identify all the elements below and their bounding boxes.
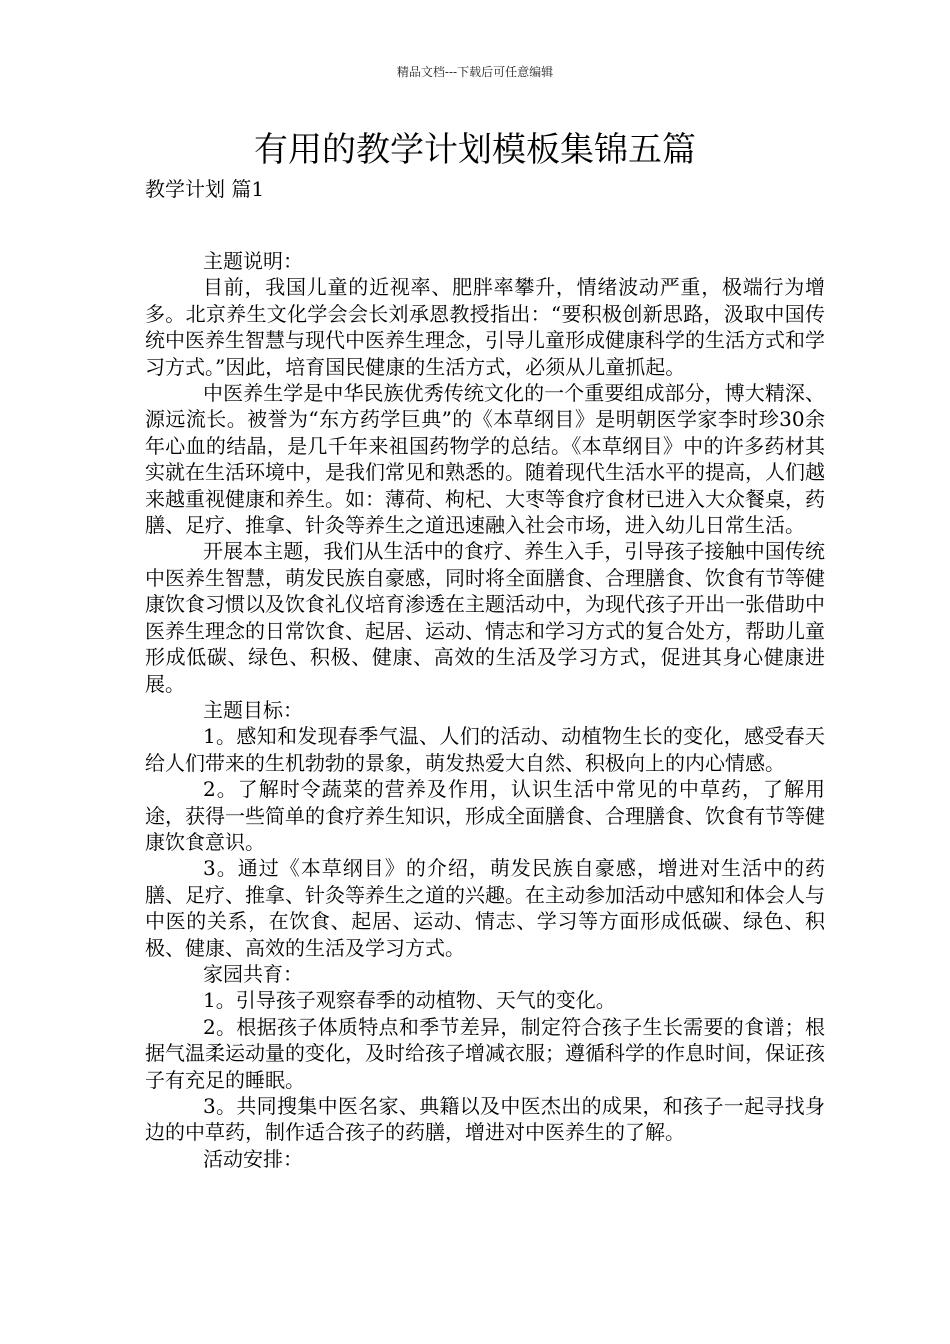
section-heading: 教学计划 篇1 — [145, 177, 265, 201]
header-note: 精品文档---下载后可任意编辑 — [396, 65, 554, 79]
home-school-item: 3。共同搜集中医名家、典籍以及中医杰出的成果，和孩子一起寻找身边的中草药，制作适合孩子的药膳，增进对中医养生的了解。 — [145, 1094, 825, 1145]
goal-item: 1。感知和发现春季气温、人们的活动、动植物生长的变化，感受春天给人们带来的生机勃勃的景象，萌发热爱大自然、积极向上的内心情感。 — [145, 724, 825, 775]
home-school-item: 1。引导孩子观察春季的动植物、天气的变化。 — [203, 988, 616, 1013]
subheading-theme-goals: 主题目标： — [203, 697, 303, 722]
body-paragraph: 中医养生学是中华民族优秀传统文化的一个重要组成部分，博大精深、源远流长。被誉为“东方药学巨典”的《本草纲目》是明朝医学家李时珍30余年心血的结晶，是几千年来祖国药物学的总结。《本草纲目》中的许多药材其实就在生活环境中，是我们常见和熟悉的。随着现代生活水平的提高，人们越来越重视健康和养生。如：薄荷、枸杞、大枣等食疗食材已进入大众餐桌，药膳、足疗、推拿、针灸等养生之道迅速融入社会市场，进入幼儿日常生活。 — [145, 381, 825, 538]
document-title: 有用的教学计划模板集锦五篇 — [254, 130, 696, 170]
body-paragraph: 开展本主题，我们从生活中的食疗、养生入手，引导孩子接触中国传统中医养生智慧，萌发民族自豪感，同时将全面膳食、合理膳食、饮食有节等健康饮食习惯以及饮食礼仪培育渗透在主题活动中，为现代孩子开出一张借助中医养生理念的日常饮食、起居、运动、情志和学习方式的复合处方，帮助儿童形成低碳、绿色、积极、健康、高效的生活及学习方式，促进其身心健康进展。 — [145, 539, 825, 696]
subheading-activity-plan: 活动安排： — [203, 1146, 303, 1171]
goal-item: 3。通过《本草纲目》的介绍，萌发民族自豪感，增进对生活中的药膳、足疗、推拿、针灸等养生之道的兴趣。在主动参加活动中感知和体会人与中医的关系，在饮食、起居、运动、情志、学习等方面形成低碳、绿色、积极、健康、高效的生活及学习方式。 — [145, 856, 825, 960]
body-paragraph: 目前，我国儿童的近视率、肥胖率攀升，情绪波动严重，极端行为增多。北京养生文化学会会长刘承恩教授指出：“要积极创新思路，汲取中国传统中医养生智慧与现代中医养生理念，引导儿童形成健康科学的生活方式和学习方式。”因此，培育国民健康的生活方式，必须从儿童抓起。 — [145, 275, 825, 379]
home-school-item: 2。根据孩子体质特点和季节差异，制定符合孩子生长需要的食谱；根据气温柔运动量的变化，及时给孩子增减衣服；遵循科学的作息时间，保证孩子有充足的睡眠。 — [145, 1014, 825, 1092]
document-body — [145, 248, 825, 1172]
subheading-home-school: 家园共育： — [203, 961, 303, 986]
goal-item: 2。了解时令蔬菜的营养及作用，认识生活中常见的中草药，了解用途，获得一些简单的食疗养生知识，形成全面膳食、合理膳食、饮食有节等健康饮食意识。 — [145, 777, 825, 854]
subheading-theme-description: 主题说明： — [203, 249, 303, 273]
